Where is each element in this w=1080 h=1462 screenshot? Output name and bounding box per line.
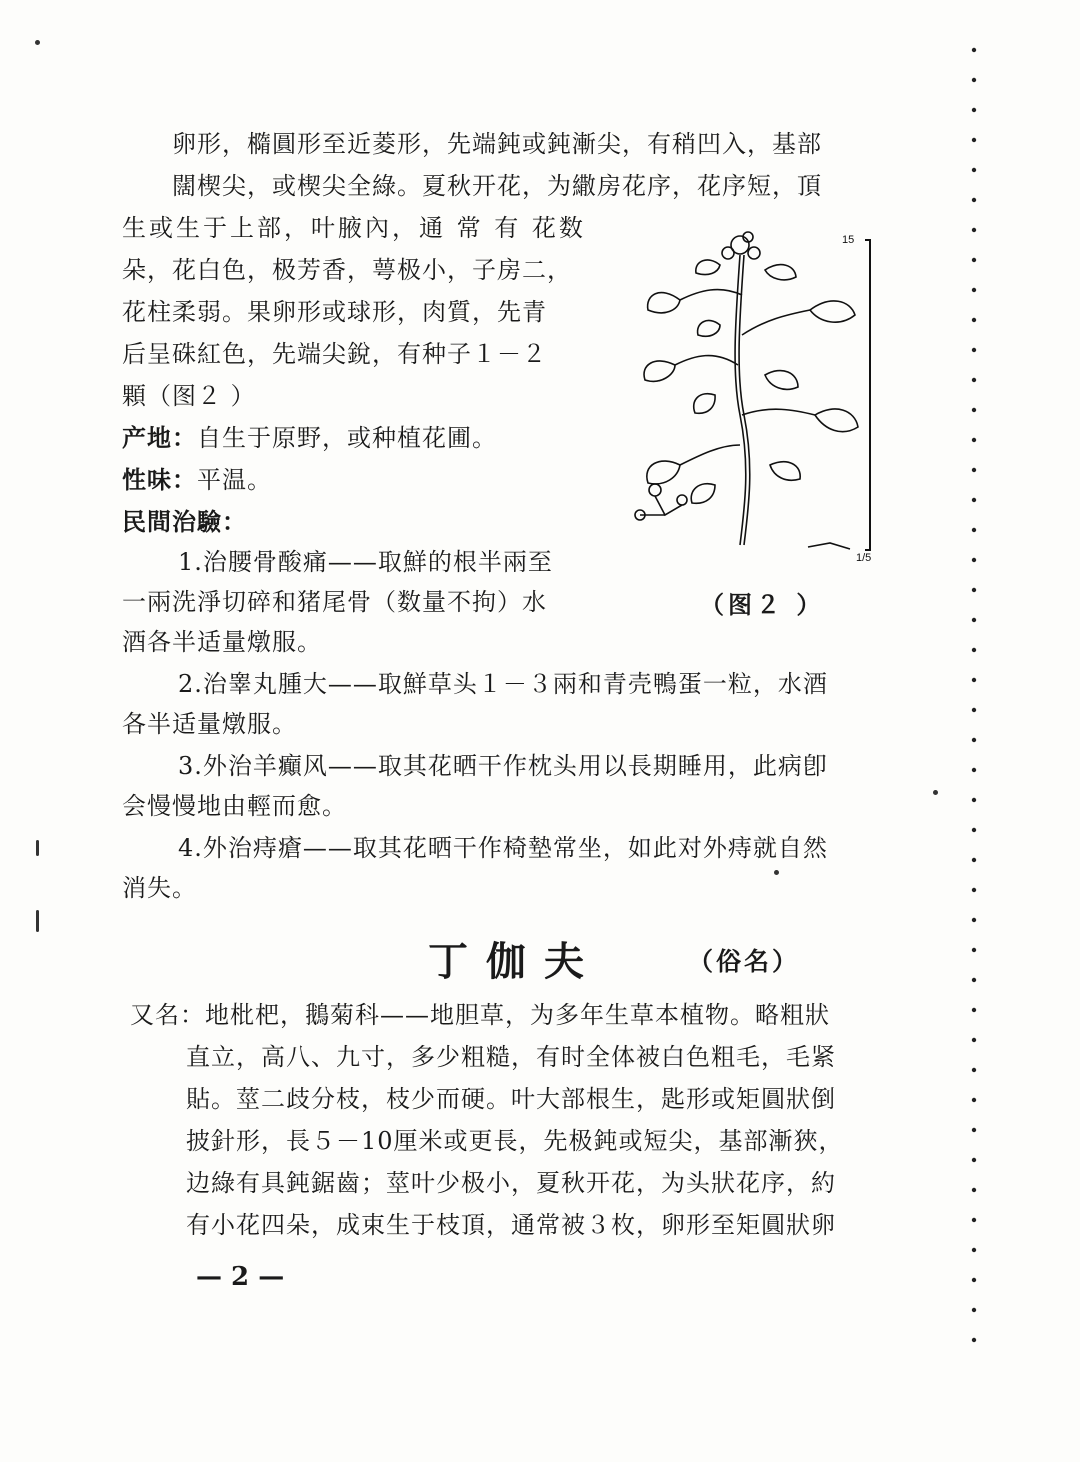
edge-dot — [972, 468, 976, 472]
remedy-line: 酒各半适量燉服。 — [122, 628, 322, 656]
scan-speck — [774, 870, 779, 875]
edge-dot — [972, 168, 976, 172]
remedy-line: 2.治睾丸腫大——取鮮草头１－３兩和青壳鴨蛋一粒，水酒 — [178, 670, 828, 698]
edge-dot — [972, 588, 976, 592]
alias-line: 貼。莖二歧分枝，枝少而硬。叶大部根生，匙形或矩圓狀倒 — [186, 1085, 836, 1113]
edge-dot — [972, 888, 976, 892]
edge-dot — [972, 438, 976, 442]
edge-dot — [972, 408, 976, 412]
section-title: 丁伽夫 — [428, 938, 602, 985]
edge-dot — [972, 738, 976, 742]
remedy-line: 会慢慢地由輕而愈。 — [122, 792, 347, 820]
alias-line: 有小花四朵，成束生于枝頂，通常被３枚，卵形至矩圓狀卵 — [186, 1211, 836, 1239]
edge-dot — [972, 498, 976, 502]
nature-line — [122, 463, 272, 497]
remedy-line: 各半适量燉服。 — [122, 710, 297, 738]
edge-dot — [972, 1338, 976, 1342]
paragraph-line: 顆（图２ ） — [122, 382, 256, 410]
paragraph-line: 生或生于上部，叶腋內，通 常 有 花数 — [122, 214, 586, 242]
edge-dot — [972, 318, 976, 322]
scan-speck — [36, 840, 39, 856]
edge-dot — [972, 1308, 976, 1312]
edge-dot — [972, 528, 976, 532]
edge-dot — [972, 348, 976, 352]
edge-dot — [972, 1128, 976, 1132]
origin-text: 自生于原野，或种植花圃。 — [197, 424, 497, 452]
paragraph-line: 闊楔尖，或楔尖全綠。夏秋开花，为繖房花序，花序短，頂 — [172, 172, 822, 200]
binding-edge-marks — [955, 40, 995, 1370]
nature-text: 平温。 — [197, 466, 272, 494]
edge-dot — [972, 78, 976, 82]
alias-line: 又名：地枇杷，鵝菊科——地胆草，为多年生草本植物。略粗狀 — [130, 1001, 830, 1029]
scan-speck — [933, 790, 938, 795]
remedy-line: 一兩洗淨切碎和猪尾骨（数量不拘）水 — [122, 588, 547, 616]
edge-dot — [972, 558, 976, 562]
edge-dot — [972, 1218, 976, 1222]
edge-dot — [972, 948, 976, 952]
origin-line — [122, 421, 497, 455]
edge-dot — [972, 198, 976, 202]
edge-dot — [972, 618, 976, 622]
section-subtitle: （俗名） — [688, 947, 801, 976]
edge-dot — [972, 1278, 976, 1282]
remedy-line: 1.治腰骨酸痛——取鮮的根半兩至 — [178, 548, 553, 576]
remedy-line: 消失。 — [122, 874, 197, 902]
edge-dot — [972, 768, 976, 772]
edge-dot — [972, 1158, 976, 1162]
edge-dot — [972, 1008, 976, 1012]
origin-label: 产地： — [122, 423, 197, 452]
edge-dot — [972, 858, 976, 862]
edge-dot — [972, 1068, 976, 1072]
edge-dot — [972, 1038, 976, 1042]
edge-dot — [972, 798, 976, 802]
alias-line: 边綠有具鈍鋸齒；莖叶少极小，夏秋开花，为头狀花序，約 — [186, 1169, 836, 1197]
edge-dot — [972, 828, 976, 832]
remedy-line: 3.外治羊癲风——取其花晒干作枕头用以長期睡用，此病卽 — [178, 752, 828, 780]
edge-dot — [972, 1248, 976, 1252]
edge-dot — [972, 1188, 976, 1192]
edge-dot — [972, 918, 976, 922]
plant-illustration — [620, 215, 890, 565]
figure-caption: （图２ ） — [700, 590, 825, 619]
scale-top-label: 15 — [842, 234, 855, 246]
edge-dot — [972, 708, 976, 712]
nature-label: 性味： — [122, 465, 197, 494]
remedy-line: 4.外治痔瘡——取其花晒干作椅墊常坐，如此对外痔就自然 — [178, 834, 828, 862]
edge-dot — [972, 108, 976, 112]
paragraph-line: 花柱柔弱。果卵形或球形，肉質，先青 — [122, 298, 547, 326]
alias-line: 披針形，長５－10厘米或更長，先极鈍或短尖，基部漸狹， — [186, 1127, 844, 1155]
scale-base-label: 1/5 — [856, 552, 872, 564]
edge-dot — [972, 228, 976, 232]
paragraph-line: 朵，花白色，极芳香，萼极小，子房二， — [122, 256, 572, 284]
edge-dot — [972, 678, 976, 682]
page-number: — 2 — — [196, 1262, 285, 1292]
remedies-heading: 民間治驗： — [122, 507, 247, 536]
edge-dot — [972, 378, 976, 382]
edge-dot — [972, 978, 976, 982]
edge-dot — [972, 48, 976, 52]
edge-dot — [972, 1098, 976, 1102]
scan-speck — [35, 40, 40, 45]
edge-dot — [972, 138, 976, 142]
paragraph-line: 卵形，橢圓形至近菱形，先端鈍或鈍漸尖，有稍凹入，基部 — [172, 130, 822, 158]
edge-dot — [972, 648, 976, 652]
edge-dot — [972, 258, 976, 262]
scan-speck — [36, 910, 39, 932]
paragraph-line: 后呈硃紅色，先端尖銳，有种子１－２ — [122, 340, 547, 368]
edge-dot — [972, 288, 976, 292]
alias-line: 直立，高八、九寸，多少粗糙，有时全体被白色粗毛，毛紧 — [186, 1043, 836, 1071]
